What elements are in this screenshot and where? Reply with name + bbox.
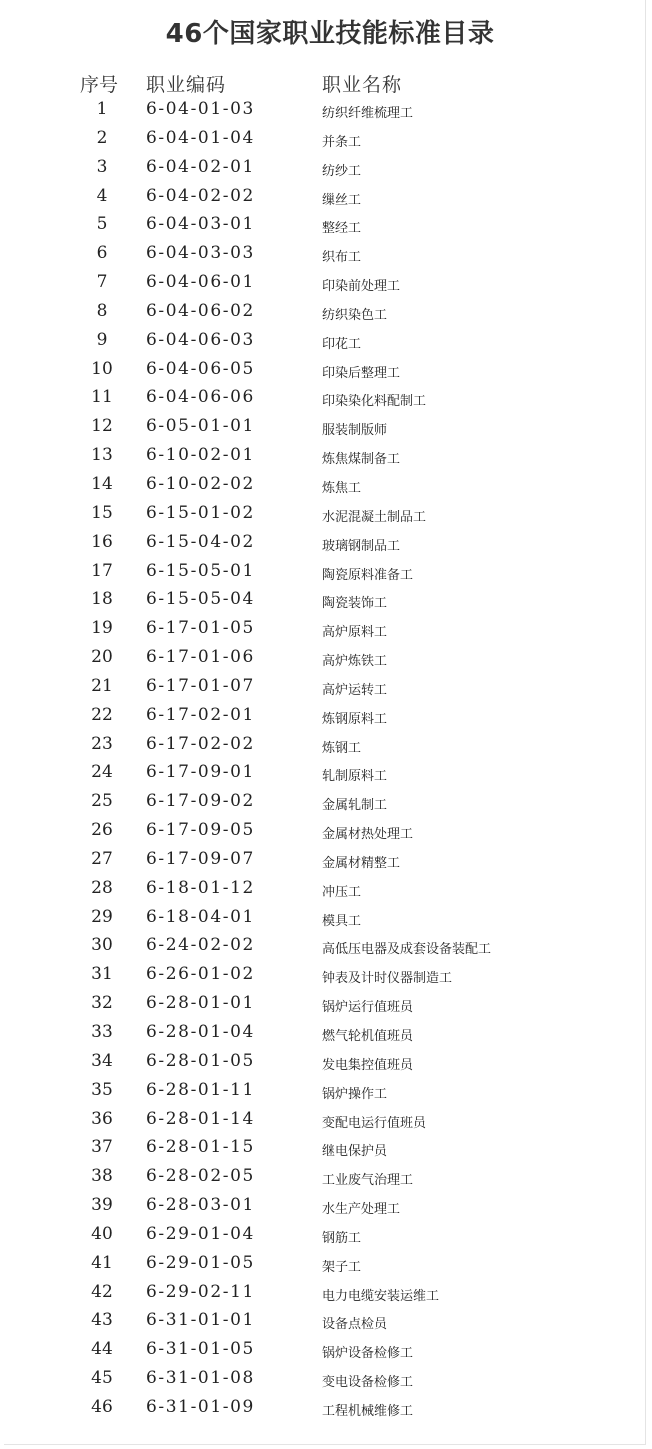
row-seq: 29 bbox=[91, 906, 113, 927]
row-code: 6-18-01-12 bbox=[146, 877, 255, 898]
row-name: 冲压工 bbox=[322, 884, 362, 900]
row-seq: 26 bbox=[91, 820, 113, 841]
table-row bbox=[0, 1336, 652, 1365]
row-code: 6-28-01-05 bbox=[146, 1050, 255, 1071]
row-name: 工程机械维修工 bbox=[322, 1403, 414, 1419]
row-seq: 34 bbox=[91, 1050, 113, 1071]
row-seq: 31 bbox=[91, 964, 113, 985]
table-row bbox=[0, 759, 652, 788]
table-row bbox=[0, 731, 652, 760]
row-code: 6-10-02-01 bbox=[146, 445, 255, 466]
row-seq: 33 bbox=[91, 1022, 113, 1042]
table-row bbox=[0, 1221, 652, 1250]
table-row bbox=[0, 125, 652, 154]
row-code: 6-04-06-03 bbox=[146, 329, 255, 350]
row-code: 6-28-01-14 bbox=[146, 1108, 255, 1129]
row-name: 模具工 bbox=[322, 913, 362, 929]
row-code: 6-26-01-02 bbox=[146, 964, 255, 985]
row-name: 金属材热处理工 bbox=[322, 827, 414, 843]
row-name: 印染前处理工 bbox=[322, 279, 401, 295]
row-code: 6-04-06-06 bbox=[146, 387, 255, 408]
row-code: 6-15-01-02 bbox=[146, 502, 255, 523]
table-row bbox=[0, 500, 652, 529]
row-seq: 43 bbox=[91, 1310, 113, 1331]
row-name: 高炉原料工 bbox=[322, 625, 388, 641]
row-seq: 11 bbox=[91, 387, 113, 408]
table-row bbox=[0, 1048, 652, 1077]
row-name: 燃气轮机值班员 bbox=[322, 1029, 414, 1044]
row-name: 轧制原料工 bbox=[322, 769, 388, 785]
row-seq: 20 bbox=[91, 647, 113, 668]
table-row bbox=[0, 644, 652, 673]
row-name: 工业废气治理工 bbox=[322, 1173, 414, 1189]
row-name: 纺纱工 bbox=[322, 163, 362, 179]
row-seq: 25 bbox=[91, 791, 113, 812]
table-row bbox=[0, 1192, 652, 1221]
row-name: 陶瓷原料准备工 bbox=[322, 567, 414, 583]
table-row bbox=[0, 413, 652, 442]
table-row bbox=[0, 904, 652, 933]
row-seq: 21 bbox=[91, 675, 113, 696]
table-row bbox=[0, 1365, 652, 1394]
row-seq: 1 bbox=[96, 99, 108, 119]
row-name: 印染染化料配制工 bbox=[322, 394, 427, 410]
row-code: 6-17-09-05 bbox=[146, 820, 255, 841]
table-row bbox=[0, 154, 652, 183]
row-code: 6-04-06-01 bbox=[146, 272, 255, 293]
row-seq: 27 bbox=[91, 848, 113, 869]
row-name: 炼钢工 bbox=[322, 740, 362, 756]
table-row bbox=[0, 298, 652, 327]
table-row bbox=[0, 1394, 652, 1423]
row-name: 架子工 bbox=[322, 1259, 362, 1275]
table-row bbox=[0, 183, 652, 212]
row-code: 6-28-01-01 bbox=[146, 993, 255, 1014]
row-seq: 13 bbox=[91, 445, 113, 466]
row-code: 6-17-09-02 bbox=[146, 791, 255, 812]
row-seq: 45 bbox=[91, 1368, 113, 1389]
row-seq: 19 bbox=[91, 618, 113, 639]
row-code: 6-17-01-07 bbox=[146, 675, 255, 696]
row-seq: 22 bbox=[91, 704, 113, 725]
table-row bbox=[0, 269, 652, 298]
row-code: 6-31-01-08 bbox=[146, 1368, 255, 1389]
row-seq: 30 bbox=[91, 935, 113, 956]
row-code: 6-04-06-02 bbox=[146, 300, 255, 321]
table-row bbox=[0, 240, 652, 269]
row-seq: 32 bbox=[91, 993, 113, 1014]
page-title: 46个国家职业技能标准目录 bbox=[165, 19, 495, 49]
row-code: 6-04-06-05 bbox=[146, 358, 255, 379]
row-name: 玻璃钢制品工 bbox=[322, 538, 401, 554]
row-name: 变配电运行值班员 bbox=[322, 1115, 427, 1131]
row-name: 陶瓷装饰工 bbox=[322, 596, 388, 612]
row-code: 6-04-01-04 bbox=[146, 127, 255, 148]
row-code: 6-05-01-01 bbox=[146, 416, 255, 437]
row-name: 纺织染色工 bbox=[322, 307, 388, 323]
row-code: 6-04-03-01 bbox=[146, 214, 255, 235]
row-code: 6-29-01-05 bbox=[146, 1252, 255, 1273]
row-name: 金属材精整工 bbox=[322, 855, 401, 871]
table-row bbox=[0, 471, 652, 500]
row-seq: 18 bbox=[91, 589, 113, 610]
row-code: 6-28-02-05 bbox=[146, 1166, 255, 1187]
row-seq: 38 bbox=[91, 1166, 113, 1187]
row-name: 发电集控值班员 bbox=[322, 1057, 414, 1073]
row-code: 6-04-01-03 bbox=[146, 99, 255, 119]
row-code: 6-17-02-01 bbox=[146, 704, 255, 725]
table-row bbox=[0, 327, 652, 356]
table-row bbox=[0, 96, 652, 125]
table-row bbox=[0, 442, 652, 471]
row-code: 6-28-01-11 bbox=[146, 1079, 255, 1100]
row-name: 炼焦煤制备工 bbox=[322, 452, 401, 468]
row-seq: 23 bbox=[91, 733, 113, 754]
row-code: 6-17-09-07 bbox=[146, 848, 255, 869]
row-seq: 5 bbox=[96, 214, 108, 235]
row-code: 6-04-02-02 bbox=[146, 185, 255, 206]
column-header-code: 职业编码 bbox=[146, 74, 227, 96]
row-name: 并条工 bbox=[322, 134, 362, 150]
column-header-seq: 序号 bbox=[80, 74, 119, 96]
row-name: 金属轧制工 bbox=[322, 798, 388, 814]
table-row bbox=[0, 1250, 652, 1279]
row-code: 6-28-01-04 bbox=[146, 1022, 255, 1042]
row-seq: 35 bbox=[91, 1079, 113, 1100]
row-seq: 44 bbox=[91, 1339, 113, 1360]
row-name: 电力电缆安装运维工 bbox=[322, 1288, 440, 1304]
table-row bbox=[0, 932, 652, 961]
row-name: 整经工 bbox=[322, 221, 362, 237]
row-name: 缫丝工 bbox=[322, 192, 362, 208]
table-row bbox=[0, 702, 652, 731]
table-row bbox=[0, 615, 652, 644]
row-seq: 10 bbox=[91, 358, 113, 379]
row-code: 6-31-01-09 bbox=[146, 1396, 255, 1417]
row-code: 6-17-09-01 bbox=[146, 762, 255, 783]
table-row bbox=[0, 875, 652, 904]
row-code: 6-17-02-02 bbox=[146, 733, 255, 754]
row-name: 锅炉设备检修工 bbox=[322, 1346, 414, 1362]
row-code: 6-29-01-04 bbox=[146, 1223, 255, 1244]
table-row bbox=[0, 211, 652, 240]
row-seq: 17 bbox=[91, 560, 113, 581]
row-name: 印染后整理工 bbox=[322, 365, 401, 381]
row-name: 设备点检员 bbox=[322, 1317, 388, 1333]
row-seq: 7 bbox=[96, 272, 108, 293]
row-seq: 42 bbox=[91, 1281, 113, 1302]
table-row bbox=[0, 788, 652, 817]
row-code: 6-15-05-04 bbox=[146, 589, 255, 610]
table-row bbox=[0, 558, 652, 587]
row-code: 6-29-02-11 bbox=[146, 1281, 255, 1302]
row-name: 炼焦工 bbox=[322, 480, 362, 496]
row-code: 6-04-03-03 bbox=[146, 243, 255, 264]
table-row bbox=[0, 1279, 652, 1308]
row-name: 服装制版师 bbox=[322, 423, 388, 439]
row-seq: 46 bbox=[91, 1396, 113, 1417]
row-name: 高炉炼铁工 bbox=[322, 654, 388, 670]
row-name: 纺织纤维梳理工 bbox=[322, 106, 414, 121]
row-seq: 4 bbox=[96, 185, 108, 206]
row-seq: 2 bbox=[96, 127, 108, 148]
row-name: 变电设备检修工 bbox=[322, 1375, 414, 1391]
row-seq: 6 bbox=[96, 243, 108, 264]
row-code: 6-17-01-05 bbox=[146, 618, 255, 639]
row-code: 6-15-05-01 bbox=[146, 560, 255, 581]
row-name: 炼钢原料工 bbox=[322, 711, 388, 727]
table-row bbox=[0, 1134, 652, 1163]
table-row bbox=[0, 817, 652, 846]
row-code: 6-10-02-02 bbox=[146, 473, 255, 494]
row-name: 高炉运转工 bbox=[322, 682, 388, 698]
table-row bbox=[0, 1019, 652, 1048]
table-row bbox=[0, 356, 652, 385]
row-seq: 14 bbox=[91, 473, 113, 494]
row-code: 6-28-03-01 bbox=[146, 1195, 255, 1216]
table-row bbox=[0, 846, 652, 875]
row-code: 6-17-01-06 bbox=[146, 647, 255, 668]
row-name: 锅炉操作工 bbox=[322, 1086, 388, 1102]
table-row bbox=[0, 961, 652, 990]
row-name: 继电保护员 bbox=[322, 1144, 388, 1160]
table-row bbox=[0, 586, 652, 615]
row-name: 锅炉运行值班员 bbox=[322, 1000, 414, 1016]
row-code: 6-15-04-02 bbox=[146, 531, 255, 552]
table-row bbox=[0, 673, 652, 702]
row-code: 6-28-01-15 bbox=[146, 1137, 255, 1158]
row-seq: 9 bbox=[96, 329, 108, 350]
table-row bbox=[0, 384, 652, 413]
table-row bbox=[0, 1307, 652, 1336]
row-seq: 39 bbox=[91, 1195, 113, 1216]
table-row bbox=[0, 529, 652, 558]
row-seq: 12 bbox=[91, 416, 113, 437]
row-seq: 24 bbox=[91, 762, 113, 783]
column-header-name: 职业名称 bbox=[322, 74, 403, 96]
row-name: 钢筋工 bbox=[322, 1230, 362, 1246]
row-code: 6-18-04-01 bbox=[146, 906, 255, 927]
row-seq: 3 bbox=[96, 156, 108, 177]
row-seq: 28 bbox=[91, 877, 113, 898]
occupation-list bbox=[0, 96, 652, 1423]
row-seq: 16 bbox=[91, 531, 113, 552]
row-name: 水生产处理工 bbox=[322, 1202, 401, 1218]
row-code: 6-31-01-01 bbox=[146, 1310, 255, 1331]
row-seq: 15 bbox=[91, 502, 113, 523]
row-code: 6-31-01-05 bbox=[146, 1339, 255, 1360]
table-row bbox=[0, 990, 652, 1019]
table-row bbox=[0, 1163, 652, 1192]
table-row bbox=[0, 1077, 652, 1106]
row-seq: 41 bbox=[91, 1252, 113, 1273]
row-seq: 8 bbox=[96, 300, 108, 321]
row-name: 水泥混凝土制品工 bbox=[322, 509, 427, 525]
row-name: 印花工 bbox=[322, 336, 362, 352]
row-name: 织布工 bbox=[322, 250, 362, 266]
row-seq: 37 bbox=[91, 1137, 113, 1158]
table-header bbox=[0, 66, 652, 100]
row-seq: 40 bbox=[91, 1223, 113, 1244]
row-code: 6-24-02-02 bbox=[146, 935, 255, 956]
row-name: 钟表及计时仪器制造工 bbox=[322, 971, 453, 987]
row-name: 高低压电器及成套设备装配工 bbox=[322, 942, 492, 958]
table-row bbox=[0, 1106, 652, 1135]
row-code: 6-04-02-01 bbox=[146, 156, 255, 177]
row-seq: 36 bbox=[91, 1108, 113, 1129]
